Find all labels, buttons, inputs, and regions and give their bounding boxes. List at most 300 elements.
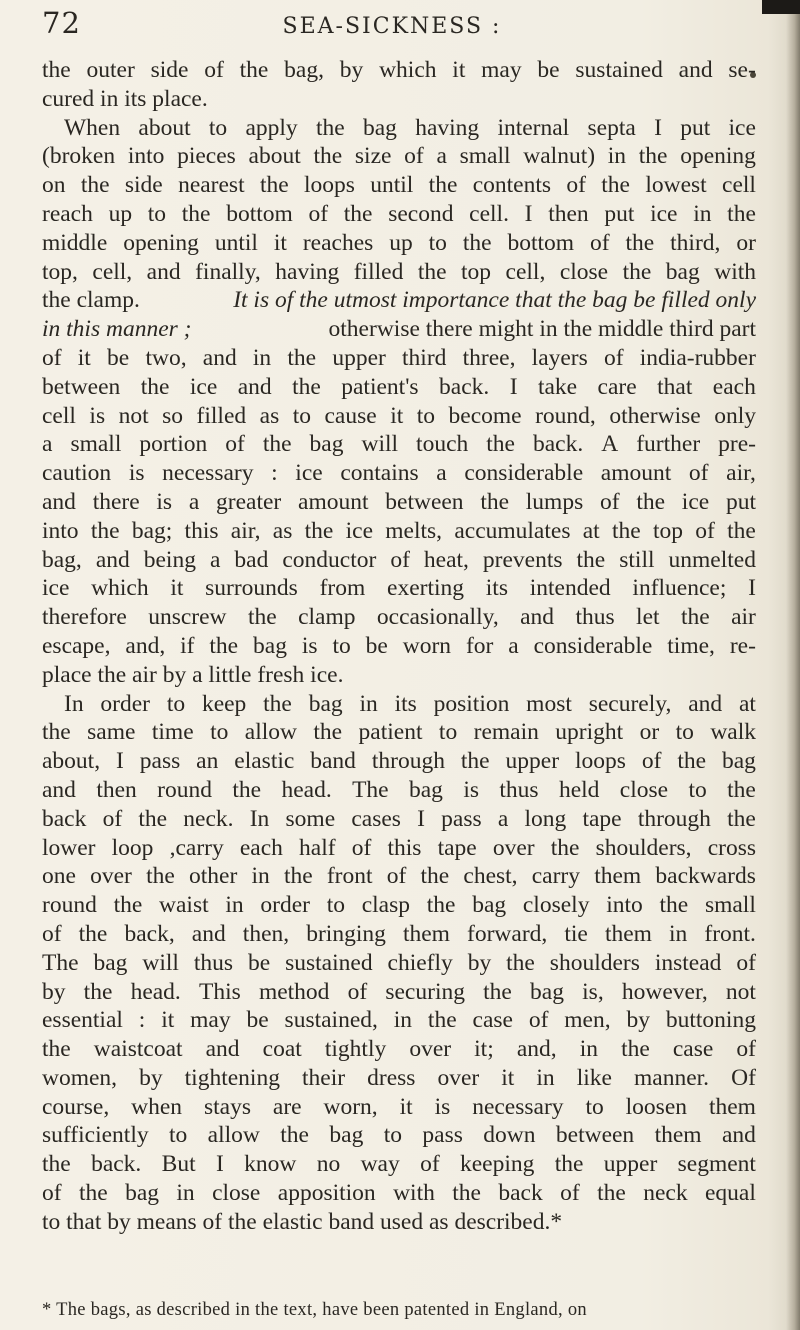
text-word: I <box>524 200 533 227</box>
text-word: cell, <box>92 258 133 285</box>
text-word: however, <box>621 978 708 1005</box>
text-word: of <box>347 978 368 1005</box>
text-word: cured in its place. <box>42 85 208 112</box>
text-word: stays <box>203 1093 251 1120</box>
text-word: reaches <box>302 229 374 256</box>
text-word: on <box>42 172 66 199</box>
text-word: there <box>92 488 140 515</box>
text-word: time <box>151 719 194 746</box>
text-word: the <box>259 172 289 199</box>
text-word: over <box>409 1036 452 1063</box>
text-word: heat, <box>423 546 469 573</box>
text-word: ,carry <box>169 834 224 861</box>
text-word: pass <box>422 1122 463 1149</box>
text-word: keeping <box>459 1151 535 1178</box>
text-word: caution <box>42 460 112 487</box>
text-word: ice <box>728 114 756 141</box>
text-word: the <box>554 1151 584 1178</box>
page-header <box>42 6 742 46</box>
text-word: cases <box>351 805 401 832</box>
text-line <box>42 1035 756 1064</box>
text-word: into <box>42 517 79 544</box>
text-word: dress <box>367 1064 416 1091</box>
text-word: carry <box>531 863 581 890</box>
text-word: be <box>537 57 560 83</box>
text-word: or <box>639 719 660 746</box>
text-word: which <box>91 575 149 602</box>
text-word: bag <box>530 978 564 1005</box>
text-word: them <box>654 1122 702 1149</box>
text-word: know <box>244 1151 297 1178</box>
text-word: to <box>428 229 447 256</box>
text-word: of <box>404 143 424 170</box>
text-word: filled <box>196 402 247 429</box>
text-word: In <box>249 805 270 832</box>
text-line <box>42 459 756 488</box>
text-word: in <box>693 200 712 227</box>
text-word: of <box>600 488 620 515</box>
text-word: and <box>191 920 226 947</box>
text-word: clasp <box>361 892 411 919</box>
text-word: elastic <box>234 748 295 775</box>
text-word: their <box>302 1064 346 1091</box>
text-word: lumps <box>525 488 584 515</box>
text-line <box>42 1179 756 1208</box>
text-word: unscrew <box>148 604 227 631</box>
text-word: long <box>524 805 567 832</box>
page-number: 72 <box>42 6 81 40</box>
text-word: segment <box>677 1151 756 1178</box>
text-word: head. <box>130 978 181 1005</box>
text-word: pass <box>441 805 482 832</box>
text-word: bringing <box>306 920 386 947</box>
text-word: equal <box>704 1180 756 1207</box>
text-word: it <box>170 575 184 602</box>
text-word: the <box>287 344 317 371</box>
text-word: method <box>258 978 330 1005</box>
text-word: bag <box>665 258 700 285</box>
text-word: contains <box>340 460 419 487</box>
text-word: course, <box>42 1093 110 1120</box>
text-word: allow <box>207 1122 260 1149</box>
text-word: in <box>225 892 244 919</box>
text-word: essential <box>42 1007 123 1034</box>
text-word: to <box>210 719 229 746</box>
text-word: them <box>604 920 652 947</box>
text-word: by <box>42 978 66 1005</box>
text-word: having <box>415 114 480 141</box>
text-word: the <box>315 114 345 141</box>
text-word: as <box>259 402 280 429</box>
text-word: through <box>637 805 711 832</box>
text-line <box>42 430 756 459</box>
text-word: in <box>176 1180 195 1207</box>
text-word: nearest <box>178 172 245 199</box>
text-word: the <box>90 517 120 544</box>
text-word: sustained <box>285 949 373 976</box>
text-word: over <box>437 1064 480 1091</box>
text-word: with <box>714 258 756 285</box>
text-word: its <box>394 690 417 717</box>
text-word: to <box>383 1122 402 1149</box>
text-word: so <box>162 402 184 429</box>
text-line <box>42 258 756 287</box>
text-word: to <box>438 719 458 746</box>
text-line <box>42 488 756 517</box>
text-word: of <box>225 431 245 458</box>
text-word: the <box>146 863 175 890</box>
text-word: otherwise <box>609 402 701 429</box>
text-word: at <box>582 517 600 544</box>
text-word: about <box>248 143 301 170</box>
text-line <box>42 1208 756 1237</box>
text-word: closely <box>522 892 590 919</box>
text-word: the <box>611 517 641 544</box>
text-word: manner. <box>634 1064 710 1091</box>
text-word: When <box>64 114 121 141</box>
text-word: to <box>416 402 436 429</box>
text-word: therefore <box>42 604 127 631</box>
text-word: apply <box>245 114 298 141</box>
text-word: third, <box>670 229 721 256</box>
text-word: front. <box>704 920 756 947</box>
text-word: by <box>139 1064 163 1091</box>
text-word: the <box>42 1151 71 1178</box>
text-word: back, <box>124 920 175 947</box>
text-word: it; <box>474 1036 494 1063</box>
text-word: the <box>283 863 313 890</box>
text-word: and <box>721 1122 756 1149</box>
text-word: held <box>558 776 600 803</box>
text-word: two, <box>145 344 187 371</box>
text-word: a <box>436 460 447 487</box>
text-word: occasionally, <box>376 604 499 631</box>
text-word: of <box>641 748 662 775</box>
text-word: in <box>251 863 270 890</box>
text-word: a <box>209 546 221 573</box>
text-word: I <box>215 1151 224 1178</box>
text-word: cross <box>707 834 756 861</box>
text-word: the <box>636 488 666 515</box>
text-word: it <box>77 344 91 371</box>
text-word: no <box>316 1151 341 1178</box>
text-word: it <box>390 402 404 429</box>
text-word: to <box>292 402 311 429</box>
text-word: the <box>550 834 580 861</box>
text-word: the <box>426 892 456 919</box>
text-word: about <box>138 114 191 141</box>
text-word: in <box>579 1036 598 1063</box>
text-word: A <box>601 431 619 458</box>
text-word: the <box>42 57 71 83</box>
text-word: the <box>462 229 492 256</box>
text-word: like <box>576 1064 612 1091</box>
text-word: close <box>212 1180 261 1207</box>
text-word: position <box>433 690 510 717</box>
text-word: the <box>313 143 343 170</box>
text-word: other <box>188 863 238 890</box>
text-line <box>42 718 756 747</box>
text-word: the <box>83 978 113 1005</box>
text-word: india-rubber <box>639 344 756 371</box>
text-word: waistcoat <box>93 1036 183 1063</box>
text-word: will <box>142 949 179 976</box>
text-word: thus <box>499 776 539 803</box>
text-word: up <box>389 229 413 256</box>
text-word: the <box>625 229 655 256</box>
text-word: head. <box>281 776 332 803</box>
text-word: some <box>285 805 336 832</box>
text-word: to <box>585 1093 604 1120</box>
text-word: of <box>204 57 224 83</box>
text-word: and <box>202 344 237 371</box>
text-word: cell <box>42 402 76 429</box>
text-word: escape, <box>42 632 111 659</box>
text-word: waist <box>159 892 209 919</box>
text-word: by <box>467 949 492 976</box>
text-word: one <box>42 863 76 890</box>
text-word: cell <box>722 172 756 199</box>
text-word: lowest <box>645 172 707 199</box>
text-word: the <box>292 373 321 400</box>
text-word: the <box>452 1180 481 1207</box>
text-line <box>42 776 756 805</box>
text-word: of <box>42 1180 62 1207</box>
text-line <box>42 632 756 661</box>
text-word: loop <box>111 834 154 861</box>
text-word: exerting <box>387 575 465 602</box>
text-word: the <box>209 632 239 659</box>
text-word: the <box>486 431 515 458</box>
text-word: shoulders <box>549 949 640 976</box>
text-word: coat <box>262 1036 302 1063</box>
text-word: pieces <box>177 143 236 170</box>
text-word: securely, <box>588 690 672 717</box>
text-word: patient <box>358 719 423 746</box>
text-word: and <box>678 57 713 83</box>
text-word: air, <box>230 517 261 544</box>
text-word: is <box>156 488 173 515</box>
text-word: The <box>352 776 389 803</box>
text-word: the <box>239 57 269 83</box>
text-word: it <box>273 229 287 256</box>
text-line <box>42 1093 756 1122</box>
text-word: thus <box>193 949 234 976</box>
text-word: in <box>252 344 272 371</box>
text-word: middle <box>42 229 108 256</box>
text-word: the <box>622 258 652 285</box>
text-word: back. <box>91 1151 142 1178</box>
text-word: until <box>370 172 414 199</box>
text-word: down <box>483 1122 536 1149</box>
text-word: the clamp. <box>42 287 140 314</box>
text-word: the <box>727 517 756 544</box>
text-word: the <box>420 863 450 890</box>
text-word: the <box>80 172 110 199</box>
text-word: then, <box>242 920 290 947</box>
text-word: upper <box>332 344 386 371</box>
text-word: of <box>42 344 62 371</box>
text-word: considerable <box>533 632 653 659</box>
text-word: a <box>42 431 53 458</box>
text-word: it <box>452 57 466 83</box>
text-word: most <box>526 690 572 717</box>
text-word: the <box>677 748 707 775</box>
text-line <box>42 1150 756 1179</box>
text-word: finally, <box>195 258 261 285</box>
text-word: and <box>237 373 272 400</box>
text-word: of <box>688 460 709 487</box>
text-word: time, <box>667 632 715 659</box>
text-word: amount <box>600 460 672 487</box>
text-word: top, <box>42 258 78 285</box>
emphasized-text: It is of the utmost importance that the bag be filled only <box>233 287 756 314</box>
text-word: pass <box>139 748 181 775</box>
text-word: the <box>727 776 756 803</box>
text-word: the <box>428 172 458 199</box>
text-word: upper <box>505 748 560 775</box>
text-word: them <box>402 920 450 947</box>
text-word: of <box>560 1180 580 1207</box>
text-word: bag <box>329 1122 364 1149</box>
text-word: be <box>246 1007 269 1034</box>
text-word: cause <box>324 402 377 429</box>
text-word: the <box>576 546 606 573</box>
text-word: the <box>262 431 292 458</box>
text-word: neck. <box>183 805 234 832</box>
text-word: further <box>636 431 701 458</box>
text-word: worn <box>402 632 452 659</box>
text-word: three, <box>462 344 516 371</box>
text-word: each <box>712 373 756 400</box>
text-word: top <box>652 517 683 544</box>
text-word: re- <box>729 632 756 659</box>
text-word: air <box>731 604 756 631</box>
text-word: into <box>606 892 643 919</box>
text-word: care <box>597 373 637 400</box>
text-word: and <box>42 776 76 803</box>
text-word: bottom <box>226 200 293 227</box>
text-word: top <box>461 258 492 285</box>
text-word: between <box>42 373 121 400</box>
text-word: into <box>127 143 165 170</box>
text-word: from <box>319 575 366 602</box>
text-word: shoulders, <box>595 834 692 861</box>
text-word: the <box>232 776 262 803</box>
text-word: of <box>736 1036 756 1063</box>
text-word: walnut) <box>523 143 596 170</box>
text-word: the <box>621 1036 650 1063</box>
text-word: apposition <box>277 1180 376 1207</box>
text-word: same <box>87 719 136 746</box>
text-word: bag; <box>131 517 173 544</box>
text-word: patient's <box>341 373 419 400</box>
text-word: then <box>548 200 589 227</box>
text-word: the <box>263 690 292 717</box>
text-line <box>42 142 756 171</box>
text-line <box>42 949 756 978</box>
text-word: sustained <box>575 57 663 83</box>
text-word: (broken <box>42 143 116 170</box>
text-word: bag <box>125 1180 160 1207</box>
text-word: pre- <box>718 431 756 458</box>
text-word: ice <box>345 517 373 544</box>
text-line <box>42 402 756 431</box>
text-word: the <box>638 143 668 170</box>
text-word: portion <box>139 431 208 458</box>
text-word: air, <box>726 460 756 487</box>
page-edge-shadow <box>786 0 800 1330</box>
text-word: bottom <box>507 229 575 256</box>
text-word: loops <box>574 748 626 775</box>
text-word: between <box>555 1122 635 1149</box>
text-word: of <box>736 949 756 976</box>
text-word: and <box>42 488 76 515</box>
text-word: until <box>214 229 258 256</box>
text-word: surrounds <box>205 575 298 602</box>
text-word: I <box>654 114 662 141</box>
text-word: outer <box>86 57 135 83</box>
text-word: necessary <box>162 460 254 487</box>
text-word: : <box>138 1007 146 1034</box>
page-corner-tab <box>762 0 800 14</box>
text-word: with <box>393 1180 435 1207</box>
text-word: put <box>604 200 635 227</box>
text-word: loosen <box>625 1093 688 1120</box>
text-line <box>42 373 756 402</box>
text-line <box>42 85 756 114</box>
text-word: keep <box>201 690 247 717</box>
text-word: to <box>675 719 694 746</box>
text-line <box>42 920 756 949</box>
text-word: round <box>42 892 97 919</box>
text-word: to <box>208 114 228 141</box>
text-line <box>42 891 756 920</box>
text-word: the <box>247 604 277 631</box>
text-word: small <box>459 143 511 170</box>
text-word: and <box>205 1036 240 1063</box>
text-word: to <box>688 776 707 803</box>
text-word: the <box>42 1036 71 1063</box>
text-word: I <box>116 748 124 775</box>
text-word: order <box>100 690 150 717</box>
text-word: considerable <box>464 460 584 487</box>
text-word: the <box>427 1007 457 1034</box>
text-word: is <box>128 460 145 487</box>
text-word: over <box>90 863 132 890</box>
text-word: is <box>89 402 106 429</box>
text-word: is <box>301 632 318 659</box>
text-word: this <box>184 517 219 544</box>
text-word: amount <box>298 488 369 515</box>
text-word: the <box>483 978 512 1005</box>
text-word: of <box>604 344 624 371</box>
text-word: band <box>310 748 356 775</box>
text-line <box>42 517 756 546</box>
text-line <box>42 200 756 229</box>
text-word: buttoning <box>665 1007 756 1034</box>
text-word: still <box>619 546 655 573</box>
text-word: layers <box>531 344 588 371</box>
text-word: of <box>420 1151 440 1178</box>
text-word: I <box>417 805 425 832</box>
text-word: half <box>299 834 336 861</box>
text-word: then <box>96 776 137 803</box>
text-word: the <box>727 200 756 227</box>
text-word: in <box>393 1007 413 1034</box>
text-word: the <box>113 892 143 919</box>
text-word: unmelted <box>668 546 756 573</box>
